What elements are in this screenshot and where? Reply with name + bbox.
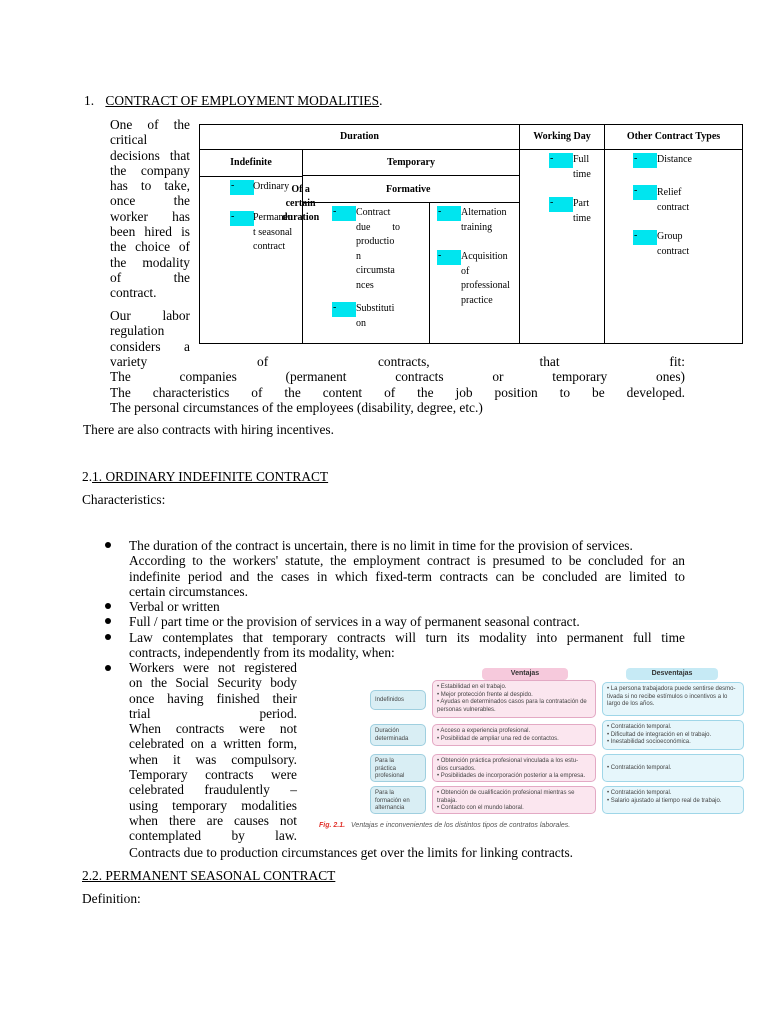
characteristics-label: Characteristics: <box>82 492 166 507</box>
item-marker: - <box>633 185 657 200</box>
indefinite-header: Indefinite <box>230 157 272 168</box>
formative-item-alternation: Alternation training <box>461 207 507 233</box>
figure-caption: Fig. 2.1. Ventajas e inconvenientes de los distintos tipos de contratos laborales. <box>319 822 571 829</box>
bullet-full-part-time: Full / part time or the provision of services in a way of permanent seasonal contract. <box>129 614 580 629</box>
certain-item-production: Contract due to productio n circumsta nces <box>356 207 400 291</box>
formative-item-acquisition: Acquisition of professional practice <box>461 251 510 306</box>
figure-disadvantages: • Contratación temporal. • Salario ajustado al tiempo real de trabajo. <box>602 786 744 814</box>
contracts-fit-list: variety of contracts, that fit: The companies (permanent contracts or temporary ones) The characteristics of the content of the job position to be developed. The personal circumstances of the employees (disability, degree, etc.) <box>110 354 685 415</box>
formative-header: Formative <box>386 184 431 195</box>
section-2-2-heading: 2.2. PERMANENT SEASONAL CONTRACT <box>82 868 336 883</box>
figure-advantages: • Obtención de cualificación profesional mientras se trabaja. • Contacto con el mundo laboral. <box>432 786 596 814</box>
bullet-production-limits: Contracts due to production circumstances get over the limits for linking contracts. <box>129 845 574 860</box>
contract-comparison-figure <box>304 664 764 834</box>
item-marker: - <box>549 153 573 168</box>
bullet-dot <box>105 603 111 609</box>
bullet-dot <box>105 634 111 640</box>
bullet-workers-not-registered: Workers were not registered on the Social Security body once having finished their trial period. When contracts were not celebrated on a written form, when it was compulsory. Temporary contracts were celebrated fraudulently – using temporary modalities when there are causes not contemplated by law. <box>129 660 297 844</box>
item-marker: - <box>332 206 356 221</box>
definition-label: Definition: <box>82 891 141 906</box>
working-item-full-time: Full time <box>573 154 591 180</box>
item-marker: - <box>549 197 573 212</box>
indefinite-item-permanent-seasonal: Permanen t seasonal contract <box>253 212 293 252</box>
other-item-relief: Relief contract <box>657 187 690 213</box>
other-item-group: Group contract <box>657 231 690 257</box>
section-2-1-heading: 2.1. ORDINARY INDEFINITE CONTRACT <box>82 469 329 484</box>
bullet-dot <box>105 665 111 671</box>
figure-advantages: • Acceso a experiencia profesional. • Posibilidad de ampliar una red de contactos. <box>432 724 596 746</box>
incentives-text: There are also contracts with hiring incentives. <box>83 422 334 437</box>
heading-1-title: CONTRACT OF EMPLOYMENT MODALITIES <box>105 93 380 108</box>
item-marker: - <box>332 302 356 317</box>
bullet-duration: The duration of the contract is uncertain, there is no limit in time for the provision of services. According to the workers' statute, the employment contract is presumed to be concluded for an indefinite period and the cases in which fixed-term contracts can be concluded are limited to certain circumstances. <box>129 538 685 599</box>
other-item-distance: Distance <box>657 154 692 165</box>
intro-paragraph: One of the critical decisions that the company has to take, once the worker has been hired is the choice of the modality of the contract. <box>110 117 190 301</box>
figure-disadvantages: • Contratación temporal. <box>602 754 744 782</box>
figure-disadvantages: • Contratación temporal. • Dificultad de integración en el trabajo. • Inestabilidad socioeconómica. <box>602 720 744 750</box>
item-marker: - <box>437 250 461 265</box>
figure-advantages: • Obtención práctica profesional vinculada a los estu- dios cursados. • Posibilidades de incorporación posterior a la empresa. <box>432 754 596 782</box>
bullet-dot <box>105 542 111 548</box>
item-marker: - <box>437 206 461 221</box>
bullet-verbal: Verbal or written <box>129 599 220 614</box>
certain-item-substitution: Substituti on <box>356 303 395 329</box>
figure-advantages: • Estabilidad en el trabajo. • Mejor protección frente al despido. • Ayudas en determinados casos para la contratación de personas vulnerables. <box>432 680 596 718</box>
labor-paragraph: Our labor regulation considers a <box>110 308 190 354</box>
ventajas-header: Ventajas <box>482 668 568 680</box>
other-types-header: Other Contract Types <box>626 131 721 142</box>
heading-1: 1. CONTRACT OF EMPLOYMENT MODALITIES. <box>84 93 383 108</box>
figure-category: Para la práctica profesional <box>370 754 426 782</box>
figure-category: Duración determinada <box>370 724 426 746</box>
duration-header: Duration <box>340 131 379 142</box>
figure-category: Para la formación en alternancia <box>370 786 426 814</box>
item-marker: - <box>633 230 657 245</box>
figure-disadvantages: • La persona trabajadora puede sentirse desmo- tivada si no recibe estímulos o incentivos a lo largo de los años. <box>602 682 744 716</box>
bullet-dot <box>105 618 111 624</box>
working-day-column <box>519 149 605 344</box>
temporary-header: Temporary <box>387 157 435 168</box>
item-marker: - <box>230 180 254 195</box>
indefinite-item-ordinary: Ordinary <box>253 181 290 192</box>
bullet-law-contemplates: Law contemplates that temporary contracts will turn its modality into permanent full time contracts, independently from its modality, when: <box>129 630 685 661</box>
working-day-header: Working Day <box>533 131 591 142</box>
working-item-part-time: Part time <box>573 198 591 224</box>
item-marker: - <box>230 211 254 226</box>
indefinite-divider <box>199 176 303 177</box>
desventajas-header: Desventajas <box>626 668 718 680</box>
certain-duration-header: Of a certain duration <box>282 184 320 223</box>
figure-category: Indefinidos <box>370 690 426 710</box>
item-marker: - <box>633 153 657 168</box>
